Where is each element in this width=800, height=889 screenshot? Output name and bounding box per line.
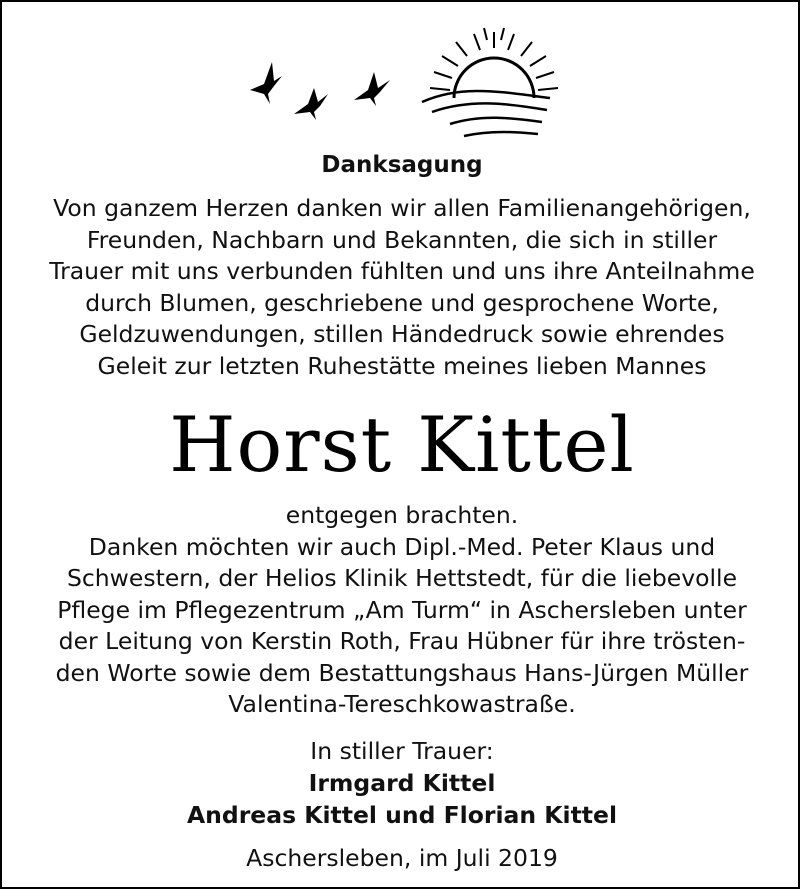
body-line: Schwestern, der Helios Klinik Hettstedt, für die liebevolle [66, 564, 738, 592]
body-line: den Worte sowie dem Bestattungshaus Hans-Jürgen Müller [55, 658, 749, 687]
mourner-name: Irmgard Kittel [308, 769, 496, 797]
signature-intro: In stiller Trauer: [310, 737, 494, 765]
decorative-illustration [2, 2, 800, 142]
place-date: Aschersleben, im Juli 2019 [246, 844, 558, 872]
notice-heading: Danksagung [321, 152, 483, 178]
intro-line: Geleit zur letzten Ruhestätte meines lieben Mannes [97, 351, 707, 380]
body-line: Danken möchten wir auch Dipl.-Med. Peter Klaus und [88, 532, 716, 561]
intro-line: Geldzuwendungen, stillen Händedruck sowie ehrendes [79, 320, 725, 348]
intro-line: Freunden, Nachbarn und Bekannten, die sich in stiller [86, 225, 718, 254]
setting-sun-icon [430, 28, 558, 98]
body-line: entgegen brachten. [285, 501, 519, 529]
body-text [2, 500, 800, 721]
intro-text [2, 193, 800, 382]
signature-block [2, 735, 800, 831]
hills-icon [422, 91, 550, 136]
deceased-name: Horst Kittel [169, 400, 635, 489]
intro-line: Von ganzem Herzen danken wir allen Familienangehörigen, [53, 194, 751, 222]
mourner-name: Andreas Kittel und Florian Kittel [186, 801, 618, 829]
intro-line: durch Blumen, geschriebene und gesprochene Worte, [85, 288, 719, 317]
body-line: der Leitung von Kerstin Roth, Frau Hübner für ihre trösten- [58, 627, 746, 655]
flying-birds-icon [250, 62, 390, 120]
body-line: Pflege im Pflegezentrum „Am Turm“ in Aschersleben unter [57, 595, 747, 624]
intro-line: Trauer mit uns verbunden fühlten und uns ihre Anteilnahme [49, 257, 755, 285]
body-line: Valentina-Tereschkowastraße. [228, 690, 576, 718]
